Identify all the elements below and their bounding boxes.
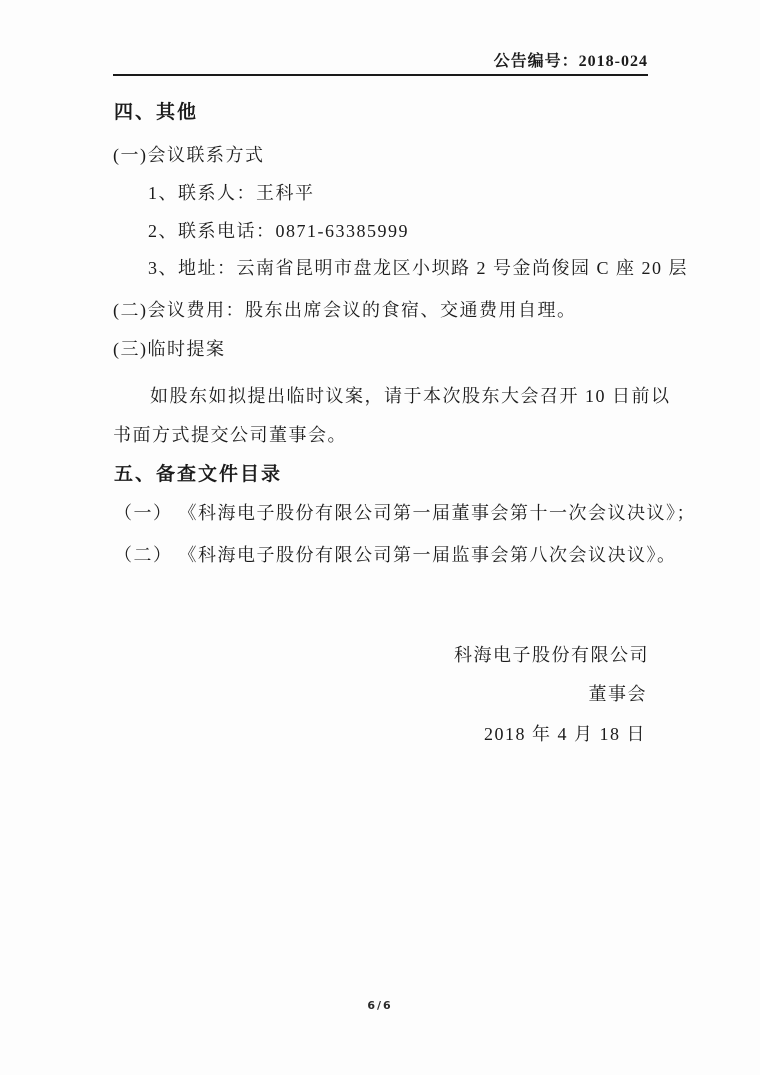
page-number: 6/6 [367, 999, 393, 1012]
provisional-paragraph-line2: 书面方式提交公司董事会。 [113, 425, 347, 445]
signature-board: 董事会 [588, 684, 647, 704]
signature-company: 科海电子股份有限公司 [454, 645, 649, 665]
header-rule [113, 74, 648, 76]
provisional-paragraph-line1: 如股东如拟提出临时议案，请于本次股东大会召开 10 日前以 [150, 386, 671, 406]
signature-date: 2018 年 4 月 18 日 [484, 724, 646, 744]
section-four-heading: 四、其他 [114, 102, 199, 123]
contact-person-line: 1、联系人：王科平 [148, 183, 315, 203]
reference-doc-1: （一） 《科海电子股份有限公司第一届董事会第十一次会议决议》； [114, 503, 696, 523]
contact-phone-line: 2、联系电话：0871-63385999 [148, 221, 409, 241]
announcement-number: 公告编号：2018-024 [493, 53, 648, 70]
provisional-motion-heading: (三)临时提案 [113, 339, 226, 359]
reference-doc-2: （二） 《科海电子股份有限公司第一届监事会第八次会议决议》。 [114, 545, 677, 565]
meeting-fees-line: (二)会议费用：股东出席会议的食宿、交通费用自理。 [113, 300, 577, 320]
contact-address-line: 3、地址：云南省昆明市盘龙区小坝路 2 号金尚俊园 C 座 20 层 [148, 258, 689, 278]
contact-method-heading: (一)会议联系方式 [113, 145, 265, 165]
section-five-heading: 五、备查文件目录 [114, 464, 283, 485]
